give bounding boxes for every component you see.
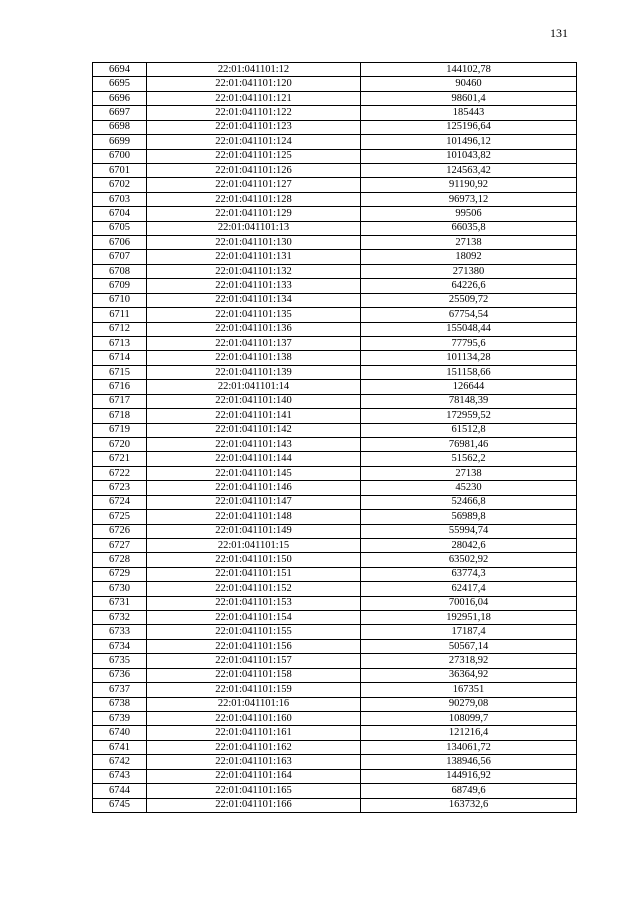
value-cell: 36364,92 — [361, 668, 577, 682]
value-cell: 63502,92 — [361, 553, 577, 567]
page-number: 131 — [550, 26, 568, 40]
value-cell: 77795,6 — [361, 337, 577, 351]
row-number-cell: 6715 — [93, 365, 147, 379]
table-row — [93, 250, 577, 264]
table-row — [93, 538, 577, 552]
cadastral-number-cell: 22:01:041101:142 — [147, 423, 361, 437]
value-cell: 151158,66 — [361, 365, 577, 379]
row-number-cell: 6717 — [93, 394, 147, 408]
row-number-cell: 6731 — [93, 596, 147, 610]
value-cell: 70016,04 — [361, 596, 577, 610]
value-cell: 121216,4 — [361, 726, 577, 740]
row-number-cell: 6727 — [93, 538, 147, 552]
table-row — [93, 553, 577, 567]
value-cell: 101496,12 — [361, 135, 577, 149]
cadastral-number-cell: 22:01:041101:147 — [147, 495, 361, 509]
row-number-cell: 6732 — [93, 611, 147, 625]
table-row — [93, 481, 577, 495]
table-row — [93, 639, 577, 653]
cadastral-number-cell: 22:01:041101:165 — [147, 784, 361, 798]
cadastral-number-cell: 22:01:041101:161 — [147, 726, 361, 740]
value-cell: 78148,39 — [361, 394, 577, 408]
row-number-cell: 6739 — [93, 711, 147, 725]
value-cell: 62417,4 — [361, 582, 577, 596]
row-number-cell: 6699 — [93, 135, 147, 149]
table-row — [93, 135, 577, 149]
table-row — [93, 466, 577, 480]
cadastral-number-cell: 22:01:041101:126 — [147, 163, 361, 177]
cadastral-number-cell: 22:01:041101:134 — [147, 293, 361, 307]
table-row — [93, 495, 577, 509]
value-cell: 17187,4 — [361, 625, 577, 639]
cadastral-number-cell: 22:01:041101:141 — [147, 409, 361, 423]
value-cell: 155048,44 — [361, 322, 577, 336]
value-cell: 96973,12 — [361, 192, 577, 206]
cadastral-number-cell: 22:01:041101:156 — [147, 639, 361, 653]
table-row — [93, 77, 577, 91]
table-row — [93, 91, 577, 105]
value-cell: 68749,6 — [361, 784, 577, 798]
value-cell: 67754,54 — [361, 308, 577, 322]
cadastral-number-cell: 22:01:041101:159 — [147, 683, 361, 697]
table-row — [93, 63, 577, 77]
cadastral-number-cell: 22:01:041101:133 — [147, 279, 361, 293]
cadastral-number-cell: 22:01:041101:152 — [147, 582, 361, 596]
cadastral-number-cell: 22:01:041101:13 — [147, 221, 361, 235]
value-cell: 51562,2 — [361, 452, 577, 466]
value-cell: 45230 — [361, 481, 577, 495]
row-number-cell: 6726 — [93, 524, 147, 538]
value-cell: 144916,92 — [361, 769, 577, 783]
value-cell: 90279,08 — [361, 697, 577, 711]
table-row — [93, 423, 577, 437]
row-number-cell: 6709 — [93, 279, 147, 293]
table-row — [93, 452, 577, 466]
row-number-cell: 6736 — [93, 668, 147, 682]
value-cell: 101134,28 — [361, 351, 577, 365]
value-cell: 56989,8 — [361, 510, 577, 524]
table-row — [93, 524, 577, 538]
cadastral-number-cell: 22:01:041101:130 — [147, 236, 361, 250]
row-number-cell: 6741 — [93, 740, 147, 754]
cadastral-number-cell: 22:01:041101:146 — [147, 481, 361, 495]
cadastral-number-cell: 22:01:041101:123 — [147, 120, 361, 134]
cadastral-number-cell: 22:01:041101:155 — [147, 625, 361, 639]
cadastral-number-cell: 22:01:041101:163 — [147, 755, 361, 769]
cadastral-number-cell: 22:01:041101:14 — [147, 380, 361, 394]
table-row — [93, 236, 577, 250]
value-cell: 55994,74 — [361, 524, 577, 538]
table-row — [93, 163, 577, 177]
cadastral-number-cell: 22:01:041101:135 — [147, 308, 361, 322]
value-cell: 125196,64 — [361, 120, 577, 134]
cadastral-number-cell: 22:01:041101:138 — [147, 351, 361, 365]
table-row — [93, 437, 577, 451]
value-cell: 27318,92 — [361, 654, 577, 668]
row-number-cell: 6720 — [93, 437, 147, 451]
table-row — [93, 611, 577, 625]
cadastral-number-cell: 22:01:041101:137 — [147, 337, 361, 351]
row-number-cell: 6697 — [93, 106, 147, 120]
cadastral-number-cell: 22:01:041101:127 — [147, 178, 361, 192]
cadastral-number-cell: 22:01:041101:124 — [147, 135, 361, 149]
row-number-cell: 6707 — [93, 250, 147, 264]
row-number-cell: 6701 — [93, 163, 147, 177]
row-number-cell: 6700 — [93, 149, 147, 163]
table-row — [93, 322, 577, 336]
table-row — [93, 308, 577, 322]
row-number-cell: 6705 — [93, 221, 147, 235]
value-cell: 90460 — [361, 77, 577, 91]
cadastral-number-cell: 22:01:041101:16 — [147, 697, 361, 711]
data-table — [92, 62, 577, 813]
row-number-cell: 6708 — [93, 264, 147, 278]
table-row — [93, 769, 577, 783]
row-number-cell: 6724 — [93, 495, 147, 509]
value-cell: 134061,72 — [361, 740, 577, 754]
table-row — [93, 596, 577, 610]
cadastral-number-cell: 22:01:041101:143 — [147, 437, 361, 451]
row-number-cell: 6722 — [93, 466, 147, 480]
cadastral-number-cell: 22:01:041101:132 — [147, 264, 361, 278]
row-number-cell: 6725 — [93, 510, 147, 524]
table-row — [93, 726, 577, 740]
value-cell: 172959,52 — [361, 409, 577, 423]
value-cell: 144102,78 — [361, 63, 577, 77]
row-number-cell: 6740 — [93, 726, 147, 740]
row-number-cell: 6719 — [93, 423, 147, 437]
cadastral-number-cell: 22:01:041101:139 — [147, 365, 361, 379]
cadastral-number-cell: 22:01:041101:131 — [147, 250, 361, 264]
row-number-cell: 6729 — [93, 567, 147, 581]
table-row — [93, 625, 577, 639]
row-number-cell: 6730 — [93, 582, 147, 596]
table-row — [93, 697, 577, 711]
cadastral-number-cell: 22:01:041101:136 — [147, 322, 361, 336]
value-cell: 98601,4 — [361, 91, 577, 105]
cadastral-number-cell: 22:01:041101:166 — [147, 798, 361, 812]
row-number-cell: 6718 — [93, 409, 147, 423]
table-row — [93, 264, 577, 278]
table-row — [93, 221, 577, 235]
cadastral-number-cell: 22:01:041101:129 — [147, 207, 361, 221]
table-row — [93, 351, 577, 365]
row-number-cell: 6745 — [93, 798, 147, 812]
value-cell: 76981,46 — [361, 437, 577, 451]
value-cell: 192951,18 — [361, 611, 577, 625]
value-cell: 138946,56 — [361, 755, 577, 769]
table-row — [93, 394, 577, 408]
table-row — [93, 106, 577, 120]
row-number-cell: 6728 — [93, 553, 147, 567]
cadastral-number-cell: 22:01:041101:122 — [147, 106, 361, 120]
table-row — [93, 668, 577, 682]
row-number-cell: 6711 — [93, 308, 147, 322]
cadastral-number-cell: 22:01:041101:128 — [147, 192, 361, 206]
table-row — [93, 207, 577, 221]
cadastral-number-cell: 22:01:041101:140 — [147, 394, 361, 408]
table-row — [93, 567, 577, 581]
value-cell: 271380 — [361, 264, 577, 278]
value-cell: 18092 — [361, 250, 577, 264]
table-row — [93, 711, 577, 725]
row-number-cell: 6734 — [93, 639, 147, 653]
row-number-cell: 6698 — [93, 120, 147, 134]
row-number-cell: 6713 — [93, 337, 147, 351]
cadastral-number-cell: 22:01:041101:149 — [147, 524, 361, 538]
row-number-cell: 6703 — [93, 192, 147, 206]
value-cell: 91190,92 — [361, 178, 577, 192]
value-cell: 126644 — [361, 380, 577, 394]
cadastral-number-cell: 22:01:041101:157 — [147, 654, 361, 668]
cadastral-number-cell: 22:01:041101:158 — [147, 668, 361, 682]
table-row — [93, 740, 577, 754]
table-row — [93, 409, 577, 423]
row-number-cell: 6696 — [93, 91, 147, 105]
row-number-cell: 6737 — [93, 683, 147, 697]
row-number-cell: 6712 — [93, 322, 147, 336]
value-cell: 25509,72 — [361, 293, 577, 307]
table-row — [93, 755, 577, 769]
cadastral-number-cell: 22:01:041101:148 — [147, 510, 361, 524]
table-row — [93, 293, 577, 307]
table-row — [93, 380, 577, 394]
cadastral-number-cell: 22:01:041101:121 — [147, 91, 361, 105]
row-number-cell: 6716 — [93, 380, 147, 394]
value-cell: 101043,82 — [361, 149, 577, 163]
table-row — [93, 784, 577, 798]
value-cell: 28042,6 — [361, 538, 577, 552]
cadastral-number-cell: 22:01:041101:120 — [147, 77, 361, 91]
cadastral-number-cell: 22:01:041101:153 — [147, 596, 361, 610]
value-cell: 64226,6 — [361, 279, 577, 293]
row-number-cell: 6735 — [93, 654, 147, 668]
table-row — [93, 178, 577, 192]
row-number-cell: 6710 — [93, 293, 147, 307]
row-number-cell: 6723 — [93, 481, 147, 495]
table-row — [93, 510, 577, 524]
row-number-cell: 6702 — [93, 178, 147, 192]
cadastral-number-cell: 22:01:041101:154 — [147, 611, 361, 625]
cadastral-number-cell: 22:01:041101:125 — [147, 149, 361, 163]
cadastral-number-cell: 22:01:041101:162 — [147, 740, 361, 754]
row-number-cell: 6733 — [93, 625, 147, 639]
cadastral-number-cell: 22:01:041101:15 — [147, 538, 361, 552]
table-row — [93, 337, 577, 351]
table-row — [93, 149, 577, 163]
value-cell: 52466,8 — [361, 495, 577, 509]
cadastral-number-cell: 22:01:041101:151 — [147, 567, 361, 581]
table-body — [93, 63, 577, 813]
cadastral-number-cell: 22:01:041101:160 — [147, 711, 361, 725]
cadastral-number-cell: 22:01:041101:145 — [147, 466, 361, 480]
value-cell: 99506 — [361, 207, 577, 221]
row-number-cell: 6704 — [93, 207, 147, 221]
value-cell: 185443 — [361, 106, 577, 120]
value-cell: 61512,8 — [361, 423, 577, 437]
value-cell: 50567,14 — [361, 639, 577, 653]
value-cell: 163732,6 — [361, 798, 577, 812]
row-number-cell: 6694 — [93, 63, 147, 77]
table-row — [93, 798, 577, 812]
value-cell: 108099,7 — [361, 711, 577, 725]
cadastral-number-cell: 22:01:041101:164 — [147, 769, 361, 783]
row-number-cell: 6738 — [93, 697, 147, 711]
table-row — [93, 365, 577, 379]
table-row — [93, 683, 577, 697]
table-row — [93, 120, 577, 134]
row-number-cell: 6744 — [93, 784, 147, 798]
row-number-cell: 6714 — [93, 351, 147, 365]
row-number-cell: 6706 — [93, 236, 147, 250]
value-cell: 27138 — [361, 236, 577, 250]
row-number-cell: 6743 — [93, 769, 147, 783]
value-cell: 63774,3 — [361, 567, 577, 581]
cadastral-number-cell: 22:01:041101:150 — [147, 553, 361, 567]
row-number-cell: 6695 — [93, 77, 147, 91]
table-row — [93, 279, 577, 293]
cadastral-number-cell: 22:01:041101:144 — [147, 452, 361, 466]
table-row — [93, 192, 577, 206]
table-row — [93, 654, 577, 668]
table-row — [93, 582, 577, 596]
row-number-cell: 6742 — [93, 755, 147, 769]
cadastral-number-cell: 22:01:041101:12 — [147, 63, 361, 77]
value-cell: 66035,8 — [361, 221, 577, 235]
row-number-cell: 6721 — [93, 452, 147, 466]
value-cell: 167351 — [361, 683, 577, 697]
value-cell: 124563,42 — [361, 163, 577, 177]
value-cell: 27138 — [361, 466, 577, 480]
